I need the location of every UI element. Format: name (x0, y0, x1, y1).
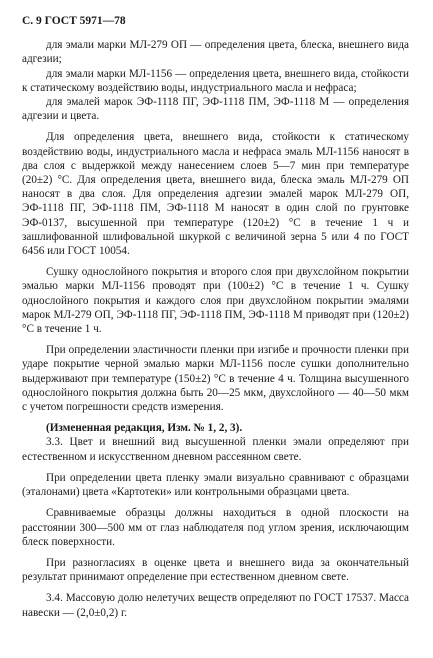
paragraph-ml1156-definition: для эмали марки МЛ-1156 — определения цвета, внешнего вида, стойкости к статическому воздействию воды, индустриального масла и нефраса; (22, 67, 409, 94)
paragraph-color-comparison: При определении цвета пленку эмали визуально сравнивают с образцами (эталонами) цвета «Картотеки» или контрольными образцами цвета. (22, 471, 409, 499)
page-header: С. 9 ГОСТ 5971—78 (22, 15, 126, 27)
paragraph-elasticity: При определении эластичности пленки при изгибе и прочности пленки при ударе покрытие черной эмалью марки МЛ-1156 после сушки дополнительно выдерживают при температуре (150±2) °С в течение 4 ч. Толщина высушенного однослойного покрытия должна быть 20—25 мкм, двухслойного — 40—50 мкм с учетом погрешности средств измерения. (22, 344, 409, 414)
paragraph-application-method: Для определения цвета, внешнего вида, стойкости к статическому воздействию воды, индустриального масла и нефраса эмаль МЛ-1156 наносят в два слоя с выдержкой между нанесением слоев 5—7 мин при температуре (20±2) °С. Для определения цвета, внешнего вида, блеска эмаль МЛ-279 ОП наносят в два слоя. Для определения адгезии эмалей марок МЛ-279 ОП, ЭФ-1118 ПГ, ЭФ-1118 ПМ, ЭФ-1118 М наносят в один слой по грунтовке ЭФ-0137, высушенной при температуре (120±2) °С в течение 1 ч и зашлифованной шлифовальной шкуркой с величиной зерна 5 или 4 по ГОСТ 6456 или ГОСТ 10054. (22, 131, 409, 258)
paragraph-disagreement: При разногласиях в оценке цвета и внешнего вида за окончательный результат принимают определение при естественном дневном свете. (22, 556, 409, 584)
paragraph-ml279-definition: для эмали марки МЛ-279 ОП — определения цвета, блеска, внешнего вида адгезии; (22, 39, 409, 66)
paragraph-3-3: 3.3. Цвет и внешний вид высушенной пленки эмали определяют при естественном и искусственном дневном рассеянном свете. (22, 436, 409, 463)
paragraph-drying: Сушку однослойного покрытия и второго слоя при двухслойном покрытии эмалью марки МЛ-1156 проводят при (100±2) °С в течение 1 ч. Сушку однослойного покрытия и каждого слоя при двухслойном покрытии эмалями марок МЛ-279 ОП, ЭФ-1118 ПГ, ЭФ-1118 ПМ, ЭФ-1118 М приводят при (120±2) °С в течение 1 ч. (22, 266, 409, 336)
paragraph-ef1118-definition: для эмалей марок ЭФ-1118 ПГ, ЭФ-1118 ПМ, ЭФ-1118 М — определения адгезии и цвета. (22, 96, 409, 123)
paragraph-sample-distance: Сравниваемые образцы должны находиться в одной плоскости на расстоянии 300—500 мм от глаз наблюдателя под углом зрения, исключающим блеск поверхности. (22, 507, 409, 548)
revision-note: (Измененная редакция, Изм. № 1, 2, 3). (46, 422, 243, 435)
paragraph-3-4: 3.4. Массовую долю нелетучих веществ определяют по ГОСТ 17537. Масса навески — (2,0±0,2) г. (22, 592, 409, 619)
